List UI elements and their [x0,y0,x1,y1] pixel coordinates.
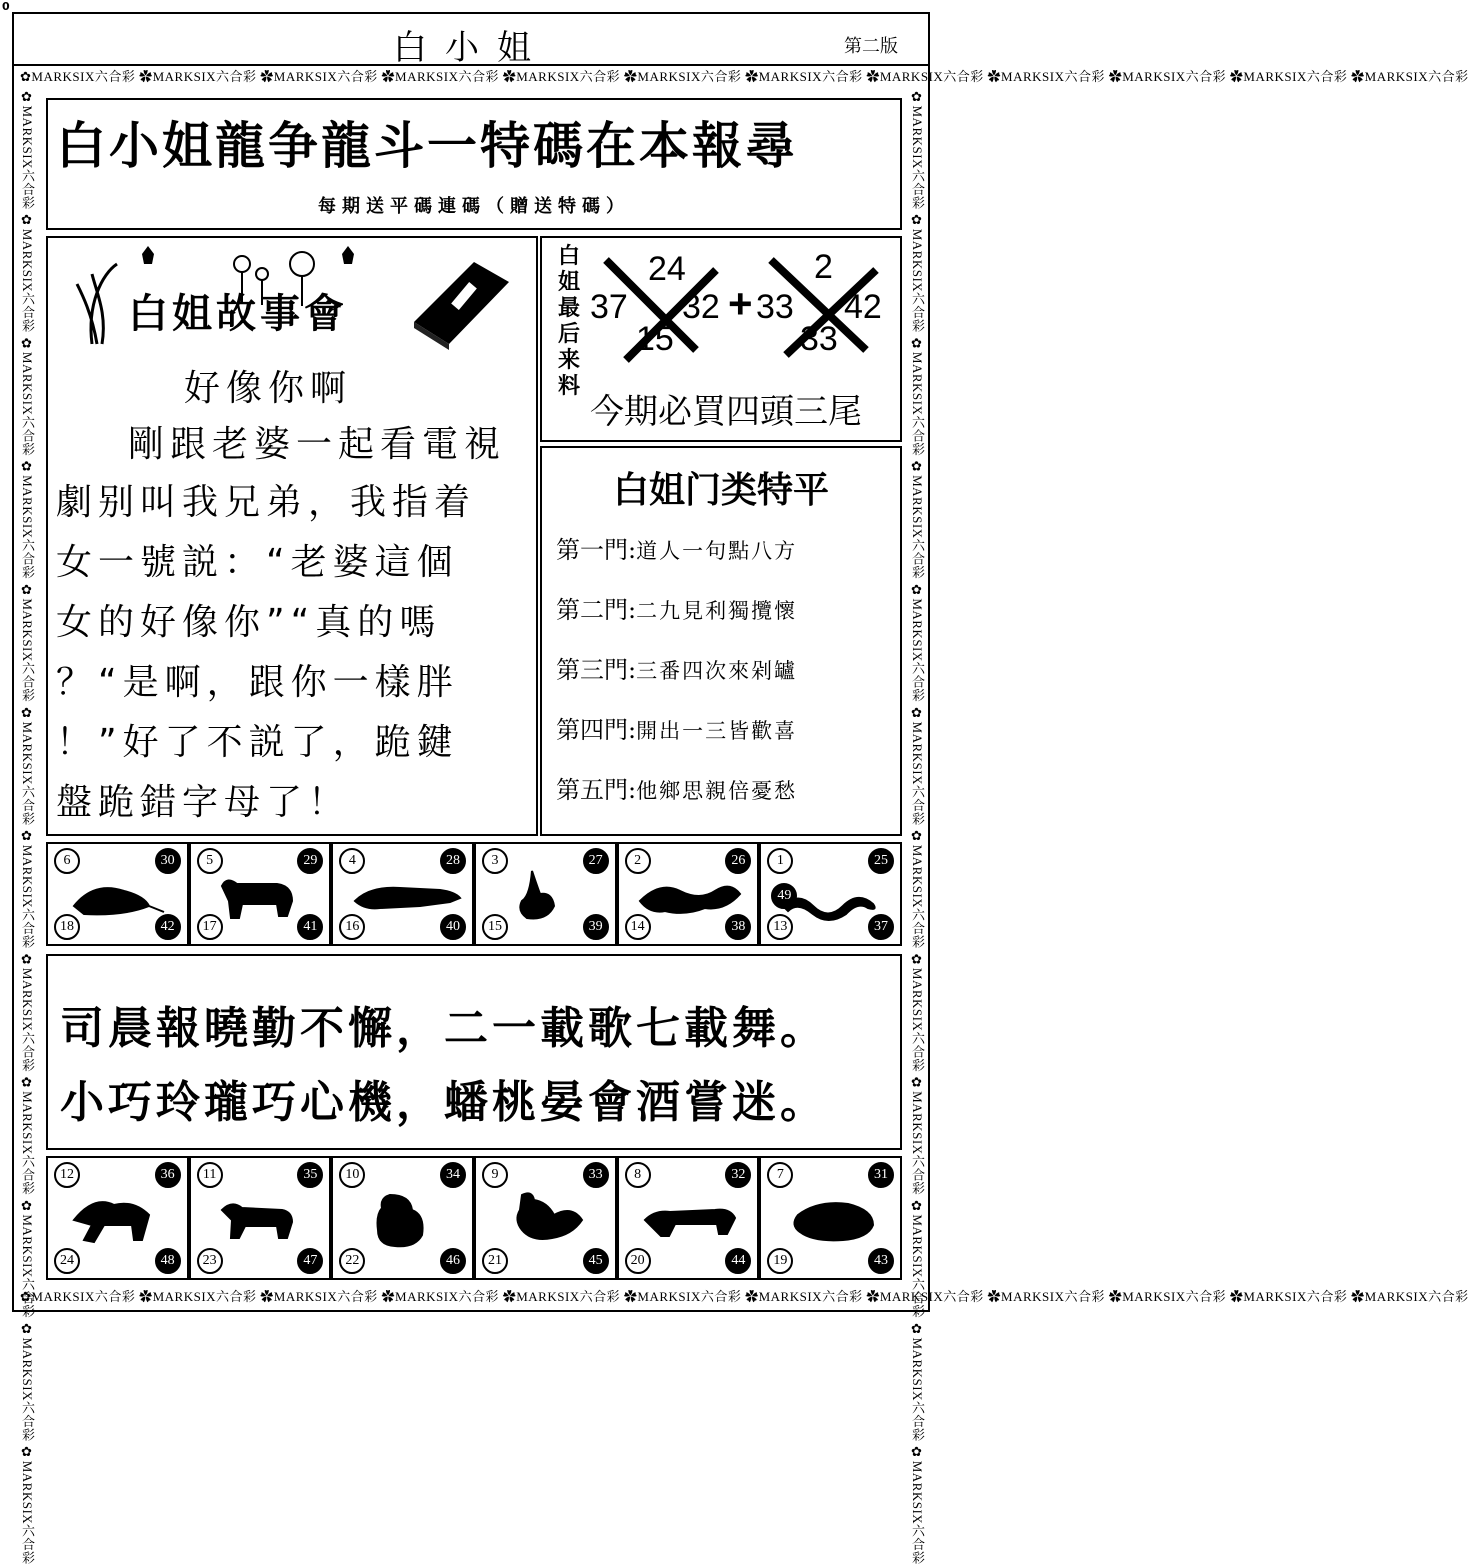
headline-title: 白小姐龍争龍斗一特碼在本報尋 [56,117,798,175]
number-ball: 37 [868,914,894,940]
number-ball: 10 [339,1162,365,1188]
category-text: 道人一句點八方 [636,539,798,563]
number-ball: 45 [583,1248,609,1274]
number-ball: 9 [482,1162,508,1188]
number-ball: 43 [868,1248,894,1274]
last-tip-label: 白姐最后来料 [557,244,580,399]
tip-number: 15 [636,320,674,358]
number-ball: 7 [767,1162,793,1188]
category-row: 第五門:他鄉思親倍憂愁 [556,776,798,804]
plus-sign: + [728,280,753,327]
poem-panel [46,954,902,1150]
number-ball: 15 [482,914,508,940]
number-ball: 44 [725,1248,751,1274]
number-ball: 49 [771,883,797,909]
number-ball: 46 [440,1248,466,1274]
zodiac-cell [617,1156,760,1280]
last-tip-panel [540,236,902,442]
zodiac-cell [189,1156,332,1280]
zodiac-cell [46,842,189,946]
number-ball: 5 [197,848,223,874]
tip-message: 今期必買四頭三尾 [590,392,862,432]
top-brand-strip: ✿MARKSIX六合彩 ✿MARKSIX六合彩 ✿MARKSIX六合彩 ✿MARKSIX六合彩 ✿MARKSIX六合彩 ✿MARKSIX六合彩 ✿MARKSIX六合彩 ✿MARKSIX六合彩 ✿MARKSIX六合彩 ✿MARKSIX六合彩 ✿MARKSIX六合彩 ✿MARKSIX六合彩 [20,69,1469,84]
newspaper-title: 白小姐 [393,28,549,68]
story-line: 劇别叫我兄弟，我指着 [56,482,477,523]
category-title: 白姐门类特平 [612,470,829,511]
zodiac-cell [617,842,760,946]
number-ball: 2 [625,848,651,874]
number-ball: 25 [868,848,894,874]
pig-icon [778,1190,888,1250]
number-ball: 1 [767,848,793,874]
headline-subtitle: 每期送平碼連碼（贈送特碼） [318,196,630,217]
tip-number: 2 [814,248,833,286]
category-row: 第四門:開出一三皆歡喜 [556,716,798,744]
tip-number: 32 [682,288,720,326]
story-line: 女一號説：“老婆這個 [56,542,459,583]
number-ball: 29 [297,848,323,874]
poem-line-2: 小巧玲瓏巧心機，蟠桃晏會酒嘗迷。 [60,1077,828,1128]
category-text: 他鄉思親倍憂愁 [636,779,798,803]
category-door: 第二門 [556,596,628,624]
number-ball: 26 [725,848,751,874]
number-ball: 13 [767,914,793,940]
number-ball: 48 [155,1248,181,1274]
category-row: 第三門:三番四次來剁罏 [556,656,798,684]
number-ball: 12 [54,1162,80,1188]
category-text: 三番四次來剁罏 [636,659,798,683]
story-line: 盤跪錯字母了！ [56,782,351,823]
number-ball: 27 [583,848,609,874]
number-ball: 34 [440,1162,466,1188]
number-ball: 31 [868,1162,894,1188]
zodiac-cell [46,1156,189,1280]
monkey-icon [350,1190,460,1250]
number-ball: 19 [767,1248,793,1274]
number-ball: 4 [339,848,365,874]
number-ball: 32 [725,1162,751,1188]
number-ball: 16 [339,914,365,940]
category-door: 第五門 [556,776,628,804]
zodiac-cell [331,842,474,946]
headline-banner [46,98,902,230]
tip-number: 37 [590,288,628,326]
right-brand-strip: ✿MARKSIX六合彩 ✿MARKSIX六合彩 ✿MARKSIX六合彩 ✿MARKSIX六合彩 ✿MARKSIX六合彩 ✿MARKSIX六合彩 ✿MARKSIX六合彩 ✿MARKSIX六合彩 ✿MARKSIX六合彩 ✿MARKSIX六合彩 ✿MARKSIX六合彩 ✿MARKSIX六合彩 [910,90,925,1565]
rooster-icon [492,1190,602,1250]
tip-number: 33 [756,288,794,326]
number-ball: 41 [297,914,323,940]
horse-icon [64,1190,174,1250]
number-ball: 39 [583,914,609,940]
number-ball: 36 [155,1162,181,1188]
number-ball: 40 [440,914,466,940]
story-line: ！”好了不説了，跪鍵 [56,722,459,763]
zodiac-cell [759,1156,902,1280]
edition-label: 第二版 [844,36,898,57]
story-heading: 好像你啊 [184,368,353,409]
left-brand-strip: ✿MARKSIX六合彩 ✿MARKSIX六合彩 ✿MARKSIX六合彩 ✿MARKSIX六合彩 ✿MARKSIX六合彩 ✿MARKSIX六合彩 ✿MARKSIX六合彩 ✿MARKSIX六合彩 ✿MARKSIX六合彩 ✿MARKSIX六合彩 ✿MARKSIX六合彩 ✿MARKSIX六合彩 [20,90,35,1565]
story-line: 剛跟老婆一起看電視 [128,424,507,465]
number-ball: 35 [297,1162,323,1188]
zodiac-row-top [46,842,902,946]
corner-mark: 0 [2,0,10,13]
story-line: 女的好像你”“真的嗎 [56,602,442,643]
number-ball: 14 [625,914,651,940]
number-ball: 30 [155,848,181,874]
book-icon [404,252,514,352]
number-ball: 47 [297,1248,323,1274]
category-door: 第一門 [556,536,628,564]
number-ball: 28 [440,848,466,874]
tip-number: 42 [844,288,882,326]
zodiac-cell [474,1156,617,1280]
number-ball: 24 [54,1248,80,1274]
number-ball: 21 [482,1248,508,1274]
number-ball: 20 [625,1248,651,1274]
zodiac-cell [474,842,617,946]
category-panel [540,446,902,836]
category-door: 第四門 [556,716,628,744]
number-ball: 6 [54,848,80,874]
tip-number: 24 [648,250,686,288]
zodiac-row-bottom [46,1156,902,1280]
number-ball: 8 [625,1162,651,1188]
category-row: 第二門:二九見利獨攬懷 [556,596,798,624]
zodiac-cell [759,842,902,946]
zodiac-cell [331,1156,474,1280]
zodiac-cell [189,842,332,946]
poem-line-1: 司晨報曉勤不懈，二一載歌七載舞。 [60,1003,828,1054]
bottom-brand-strip: ✿MARKSIX六合彩 ✿MARKSIX六合彩 ✿MARKSIX六合彩 ✿MARKSIX六合彩 ✿MARKSIX六合彩 ✿MARKSIX六合彩 ✿MARKSIX六合彩 ✿MARKSIX六合彩 ✿MARKSIX六合彩 ✿MARKSIX六合彩 ✿MARKSIX六合彩 ✿MARKSIX六合彩 [20,1289,1469,1304]
number-ball: 42 [155,914,181,940]
number-ball: 17 [197,914,223,940]
page-header [14,14,928,66]
category-door: 第三門 [556,656,628,684]
story-title: 白姐故事會 [128,291,348,337]
number-ball: 23 [197,1248,223,1274]
category-row: 第一門:道人一句點八方 [556,536,798,564]
number-ball: 33 [583,1162,609,1188]
number-ball: 22 [339,1248,365,1274]
tip-number: 33 [800,320,838,358]
category-text: 開出一三皆歡喜 [636,719,798,743]
number-ball: 3 [482,848,508,874]
dog-icon [635,1190,745,1250]
category-text: 二九見利獨攬懷 [636,599,798,623]
number-ball: 18 [54,914,80,940]
number-ball: 38 [725,914,751,940]
goat-icon [207,1190,317,1250]
story-line: ？“是啊，跟你一樣胖 [56,662,459,703]
number-ball: 11 [197,1162,223,1188]
story-panel [46,236,538,836]
